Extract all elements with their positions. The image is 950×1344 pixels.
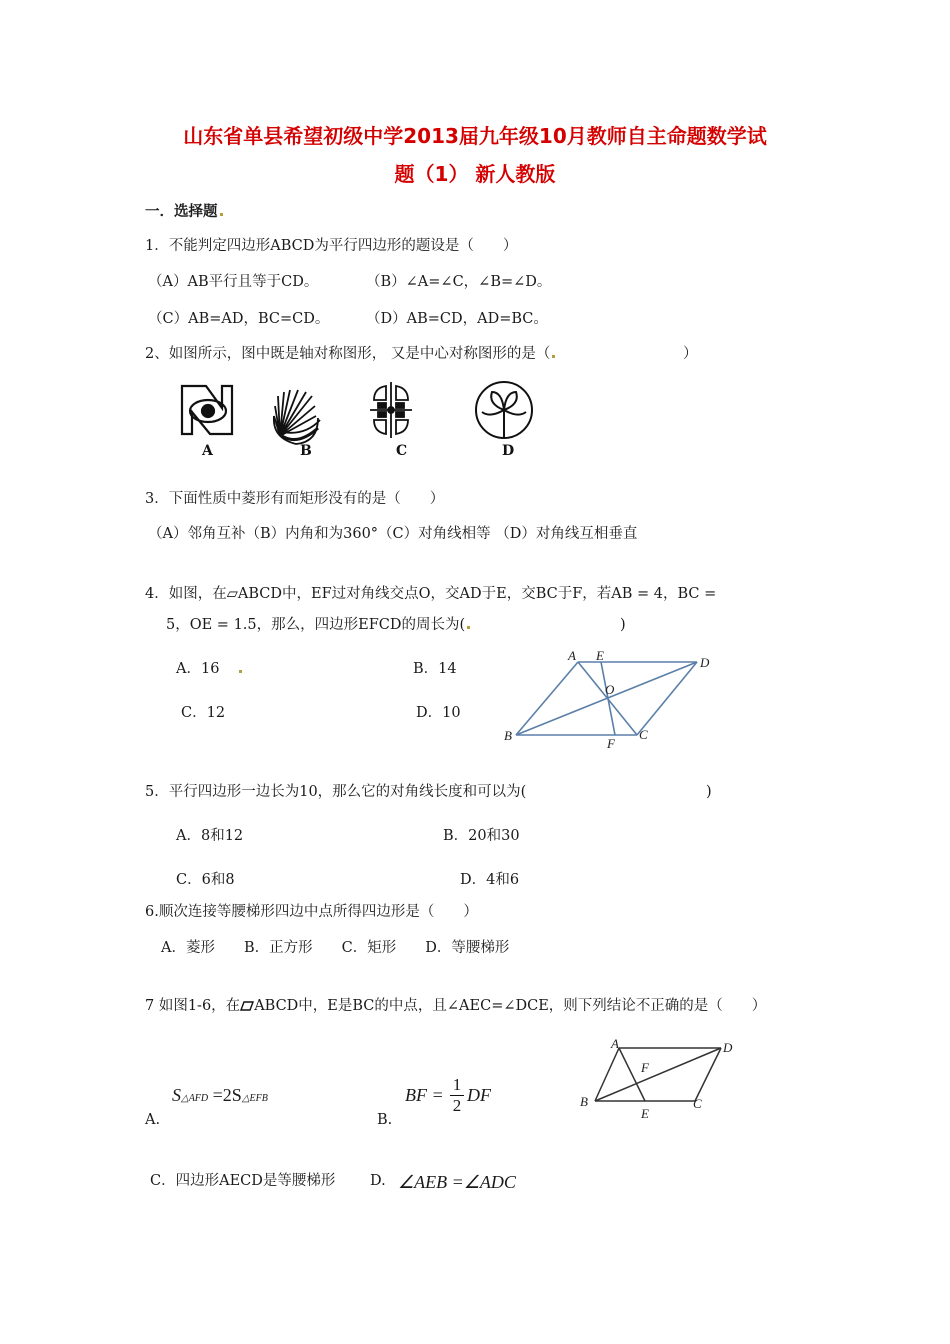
figure-b [274,390,320,444]
formula-subscript-afd: △AFD [181,1093,209,1104]
q1-option-b: （B）∠A=∠C，∠B=∠D。 [366,274,552,290]
q4-option-a [176,659,242,679]
section-heading-text: 一．选择题 [145,204,218,220]
edge-dc [637,662,697,735]
q4-option-a-text: A．16 [176,661,220,677]
formula-s: S [172,1085,181,1105]
q3-stem: 3．下面性质中菱形有而矩形没有的是（ ） [145,491,445,507]
q1-option-c: （C）AB=AD，BC=CD。 [148,311,330,327]
section-heading [145,202,223,222]
vertex-label-c: C [639,727,648,742]
figure-a [182,386,232,434]
vertex-label-e: E [596,648,604,663]
q7-parallelogram-figure [575,1034,745,1124]
q6-stem: 6.顺次连接等腰梯形四边中点所得四边形是（ ） [145,904,478,920]
diagonal-bd [595,1048,721,1101]
q7-option-a-label: A. [145,1112,161,1128]
q1-option-d: （D）AB=CD，AD=BC。 [366,311,548,327]
edge-ab [516,662,578,735]
mark-dot [552,355,555,358]
vertex-label-e: E [641,1106,649,1121]
parallelogram-symbol-icon [240,1000,254,1012]
q7-option-c: C．四边形AECD是等腰梯形 [150,1173,336,1189]
formula-subscript-efb: △EFB [241,1093,268,1104]
vertex-label-f: F [641,1060,649,1075]
edge-dc [695,1048,721,1101]
q5-option-a: A．8和12 [176,828,244,844]
figure-label-d: D [502,443,515,459]
q6-options: A．菱形 B．正方形 C．矩形 D．等腰梯形 [161,940,510,956]
q2-stem-text: 2、如图所示，图中既是轴对称图形， 又是中心对称图形的是（ [145,346,551,362]
q2-figures [170,378,550,460]
fraction-numerator: 1 [452,1075,462,1094]
vertex-label-f: F [607,736,615,751]
vertex-label-a: A [568,648,576,663]
q4-close-paren: ) [620,617,626,633]
q5-option-b: B．20和30 [443,828,520,844]
q7-option-b-fraction [450,1075,464,1116]
fraction-denominator: 2 [450,1095,464,1116]
q5-close-paren: ) [706,784,712,800]
vertex-label-a: A [611,1036,619,1051]
q3-options: （A）邻角互补（B）内角和为360°（C）对角线相等 （D）对角线互相垂直 [148,526,638,542]
figure-label-a: A [202,443,213,459]
vertex-label-d: D [723,1040,733,1055]
q7-option-b-left: BF = [405,1085,444,1105]
figure-c [370,382,412,438]
q2-close-paren: ） [683,346,698,362]
q4-parallelogram-figure [500,648,720,752]
q4-stem-line-2 [166,615,470,635]
q4-option-d: D．10 [416,705,461,721]
q5-option-d: D．4和6 [460,872,520,888]
q4-option-c: C．12 [181,705,226,721]
q7-stem [145,996,766,1016]
q7-option-d-formula: ∠AEB =∠ADC [398,1172,516,1192]
q7-option-b-label: B. [377,1112,393,1128]
vertex-label-b: B [580,1094,588,1109]
q4-option-b: B．14 [413,661,457,677]
figure-d [476,382,532,438]
document-title-line-2: 题（1） 新人教版 [394,162,556,186]
q4-stem-line-1: 4．如图，在▱ABCD中，EF过对角线交点O，交AD于E，交BC于F，若AB = 4，BC = [145,586,717,602]
mark-dot [220,213,223,216]
formula-equals-2s: =2S [208,1085,242,1105]
vertex-label-b: B [504,728,512,743]
q5-option-c: C．6和8 [176,872,235,888]
figure-label-c: C [396,443,408,459]
q1-stem: 1．不能判定四边形ABCD为平行四边形的题设是（ ） [145,238,518,254]
figure-label-b: B [300,443,312,459]
q7-stem-suffix: ABCD中，E是BC的中点，且∠AEC=∠DCE，则下列结论不正确的是（ ） [254,998,767,1014]
vertex-label-o: O [605,682,615,697]
mark-dot [239,670,242,673]
q7-option-a-formula [172,1085,268,1109]
vertex-label-c: C [693,1096,702,1111]
vertex-label-d: D [700,655,710,670]
q1-option-a: （A）AB平行且等于CD。 [148,274,319,290]
document-title-line-1: 山东省单县希望初级中学2013届九年级10月教师自主命题数学试 [183,124,767,148]
mark-dot [467,626,470,629]
q7-option-d-label: D. [370,1173,386,1189]
q7-option-b-right: DF [467,1085,491,1105]
segment-ef [601,662,615,735]
q7-stem-prefix: 7 如图1-6，在 [145,998,241,1014]
q2-stem [145,344,555,364]
q4-stem-line-2-text: 5，OE = 1.5，那么，四边形EFCD的周长为( [166,617,466,633]
q5-stem: 5．平行四边形一边长为10，那么它的对角线长度和可以为( [145,784,527,800]
